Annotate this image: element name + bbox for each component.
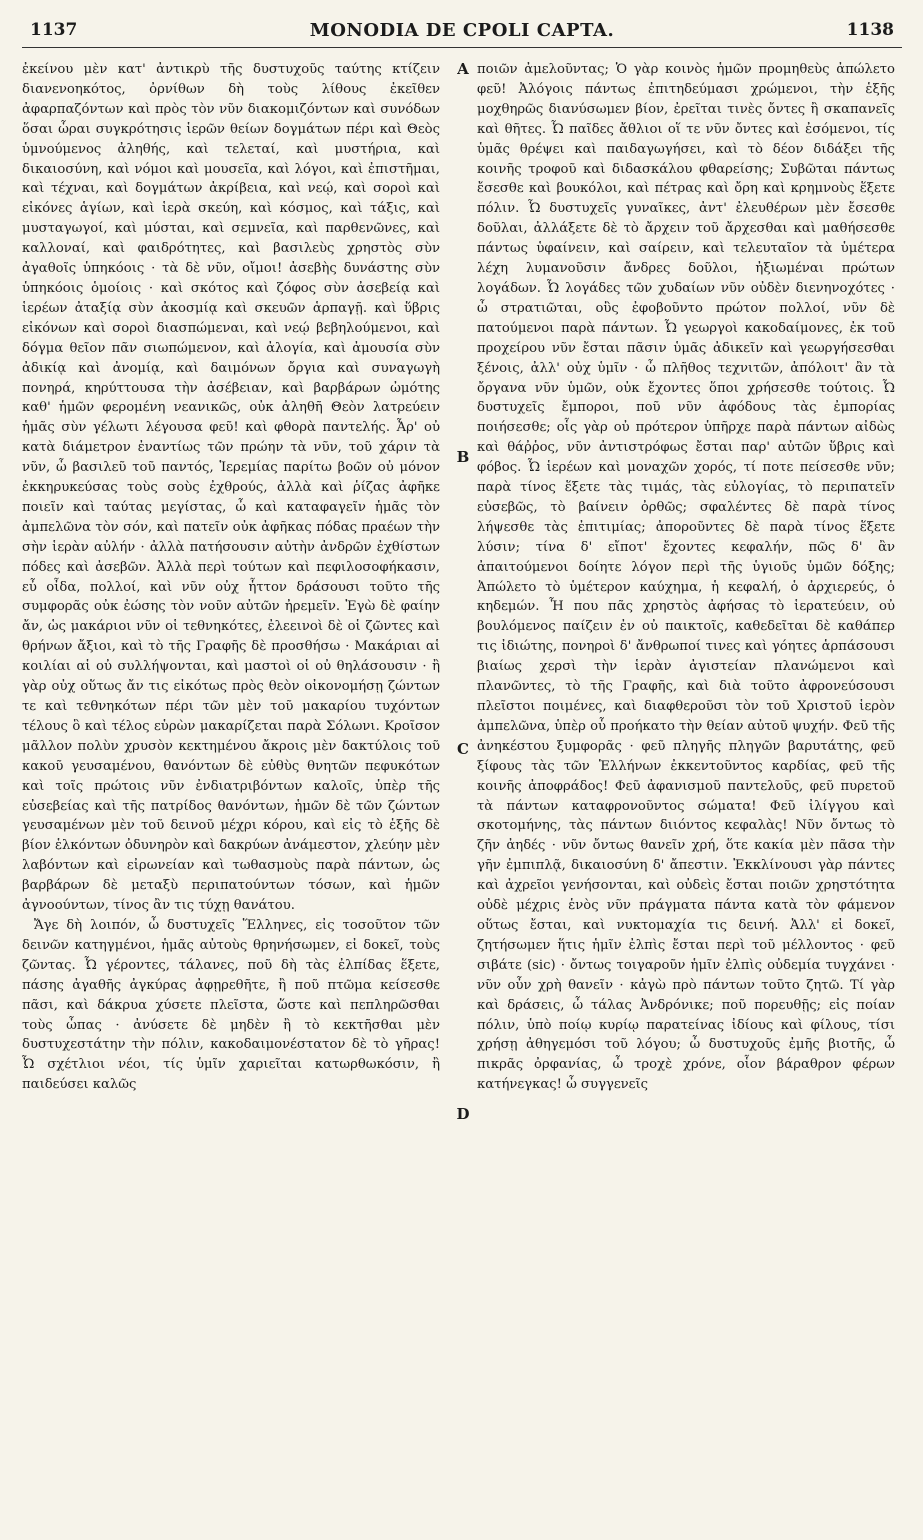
section-marker-a: A — [457, 60, 469, 78]
section-marker-b: B — [456, 448, 470, 466]
paragraph: Ἄγε δὴ λοιπόν, ὦ δυστυχεῖς Ἕλληνες, εἰς τοσοῦτον τῶν δεινῶν κατηγμένοι, ἡμᾶς αὐτοὺς θρηνήσωμεν, εἰ δοκεῖ, τοὺς ζῶντας. Ὦ γέροντες, τάλανες, ποῦ δὴ τὰς ἐλπίδας ἕξετε, πάσης ἀγαθῆς ἀγκύρας ἀφῃρεθῆτε, ἢ ποῦ πτῶμα κείσεσθε πᾶσι, καὶ δάκρυα χύσετε πλεῖστα, ὥστε καὶ πεπληρῶσθαι τοὺς ὦπας · ἀνύσετε δὲ μηδὲν ἢ τὸ κεκτῆσθαι μὲν δυστυχεστάτην τὴν πόλιν, κακοδαιμονέστατον δὲ τὸ γῆρας! Ὦ σχέτλιοι νέοι, τίς ὑμῖν χαριεῖται κατωρθωκόσιν, ἢ παιδεύσει καλῶς — [22, 917, 440, 1093]
left-column — [22, 60, 440, 1095]
two-column-text — [22, 60, 902, 1525]
paragraph: ποιῶν ἀμελοῦντας; Ὁ γὰρ κοινὸς ἡμῶν προμηθεὺς ἀπώλετο φεῦ! Ἀλόγοις πάντως ἐπιτηδεύμασι χρώμενοι, τὴν ἑξῆς μοχθηρῶς διανύσωμεν βίον, ἐρεῖται τινὲς ὄντες ἢ σκαπανεῖς καὶ θῆτες. Ὦ παῖδες ἄθλιοι οἵ τε νῦν ὄντες καὶ ἐσόμενοι, τίς ὑμᾶς θρέψει καὶ παιδαγωγήσει, καὶ τὸ δέον διδάξει τῆς κοινῆς τροφοῦ καὶ διδασκάλου φθαρείσης; Συβῶται πάντως ἔσεσθε καὶ βουκόλοι, καὶ πέτρας καὶ ὄρη καὶ κρημνοὺς ἕξετε πόλιν. Ὦ δυστυχεῖς γυναῖκες, ἀντ' ἐλευθέρων μὲν ἔσεσθε δοῦλαι, ἀλλάξετε δὲ τὸ ἄρχειν τοῦ ἄρχεσθαι καὶ μαθήσεσθε πάντως ὑφαίνειν, καὶ σαίρειν, καὶ τελευταῖον τὰ ὑμέτερα λέχη λυμανοῦσιν ἄνδρες δοῦλοι, ἠξιωμέναι πρώτων λογάδων. Ὦ λογάδες τῶν χυδαίων νῦν οὐδὲν διενηνοχότες · ὦ στρατιῶται, οὓς ἐφοβοῦντο πρώτον πολλοί, νῦν δὲ πατούμενοι παρὰ πάντων. Ὦ γεωργοὶ κακοδαίμονες, ἐκ τοῦ προχείρου νῦν ἔσται πᾶσιν ὑμᾶς ἀδικεῖν καὶ γεωργήσεσθαι ξένοις, ἀλλ' οὐχ ὑμῖν · ὦ πλῆθος τεχνιτῶν, ἀπόλοιτ' ἂν τὰ ὄργανα νῦν ὑμῶν, οὐκ ἔχοντες ὅποι χρήσεσθε τούτοις. Ὦ δυστυχεῖς ἔμποροι, ποῦ νῦν ἀφόδους τὰς ἐμπορίας ποιήσεσθε; οἷς γὰρ οὐ πρότερον ὑπῆρχε παρὰ πάντων αἰδὼς καὶ θάῤῥος, νῦν ἀντιστρόφως ἔσται παρ' αὐτῶν ὕβρις καὶ φόβος. Ὦ ἱερέων καὶ μοναχῶν χορός, τί ποτε πείσεσθε νῦν; παρὰ τίνος ἕξετε τὰς τιμάς, τὰς εὐλογίας, τὸ περιπατεῖν εὐσεβῶς, τὸ βαίνειν ὀρθῶς; σφαλέντες δὲ παρὰ τίνος λήψεσθε τὰς ἐπιτιμίας; ἀποροῦντες δὲ παρὰ τίνος ἕξετε λύσιν; τίνα δ' εἴποτ' ἔχοντες κεφαλήν, πῶς δ' ἂν ἀπαιτούμενοι δοίητε λόγον περὶ τῆς ὑγιοῦς ὑμῶν δόξης; Ἀπώλετο τὸ ὑμέτερον καύχημα, ἡ κεφαλή, ὁ ἀρχιερεύς, ὁ κηδεμών. Ἦ που πᾶς χρηστὸς ἀφήσας τὸ ἱερατεύειν, οὐ βουλόμενος παίζειν ἐν οὐ παικτοῖς, καθεδεῖται δὲ καθάπερ τις ἰδιώτης, πονηροὶ δ' ἄνθρωποί τινες καὶ γόητες ἁρπάσουσι βιαίως χερσὶ τὴν ἱερὰν ἀγιστείαν πλανώμενοι καὶ πλανῶντες, τὸ τῆς Γραφῆς, καὶ διὰ τοῦτο ἀφρονεύσουσι πλεῖστοι ποιμένες, καὶ διαφθεροῦσι τὸν τοῦ Χριστοῦ ἱερὸν ἀμπελῶνα, ὑπὲρ οὗ προήκατο τὴν θείαν αὐτοῦ ψυχήν. Φεῦ τῆς ἀνηκέστου ξυμφορᾶς · φεῦ πληγῆς πληγῶν βαρυτάτης, φεῦ ξίφους τὰς τῶν Ἑλλήνων ἐκκεντοῦντος καρδίας, φεῦ τῆς κοινῆς ἀποφράδος! Φεῦ ἀφανισμοῦ παντελοῦς, φεῦ πυρετοῦ τὰ πάντων καταφρονοῦντος σώματα! Φεῦ ἰλίγγου καὶ σκοτομήνης, τὰς πάντων διιόντος κεφαλὰς! Νῦν ὄντως τὸ ζῆν ἀηδές · νῦν ὄντως θανεῖν χρή, ὅτε κακία μὲν πᾶσα τὴν γῆν ἐμπιπλᾷ, δικαιοσύνη δ' ἄπεστιν. Ἐκκλίνουσι γὰρ πάντες καὶ ἀχρεῖοι γενήσονται, καὶ οὐδεὶς ἔσται ποιῶν χρηστότητα οὐδὲ μέχρις ἑνὸς νῦν πράγματα πάντα κατὰ τὸν φάμενον οὕτως ἔσται, καὶ νυκτομαχία τις δεινή. Ἀλλ' εἰ δοκεῖ, ζητήσωμεν ἥτις ἡμῖν ἐλπὶς ἔσται περὶ τοῦ μέλλοντος · φεῦ σιβάτε (sic) · ὄντως τοιγαροῦν ἡμῖν ἐλπὶς οὐδεμία τυγχάνει · νῦν οὖν χρὴ θανεῖν · κἀγὼ πρὸ πάντων τοῦτο ζητῶ. Τί γὰρ καὶ δράσεις, ὦ τάλας Ἀνδρόνικε; ποῦ πορευθῇς; εἰς ποίαν πόλιν, ὑπὸ ποίῳ κυρίῳ παρατείνας ἰδίους καὶ φίλους, τίσι χρήσῃ ἀθηγεμόσι τοῦ λόγου; ὦ δυστυχοῦς ἐμῆς βιοτῆς, ὦ πικρᾶς ὀρφανίας, ὦ τροχὲ χρόνε, οἷον βάραθρον φέρων κατήνεγκας! ὦ συγγενεῖς — [477, 62, 895, 1093]
section-marker-c: C — [457, 740, 469, 758]
right-column — [477, 60, 895, 1095]
paragraph: ἐκείνου μὲν κατ' ἀντικρὺ τῆς δυστυχοῦς ταύτης κτίζειν διανενοηκότος, ὀρνίθων δὴ τοὺς λίθους ἐκεῖθεν ἀφαρπαζόντων καὶ πρὸς τὸν νῦν διακομιζόντων καὶ συνόδων ὅσαι ὧραι συγκρότησις ἱερῶν θείων δογμάτων πέρι καὶ Θεὸς ὑμνούμενος ἀληθής, καὶ τελεταί, καὶ μυστήρια, καὶ δικαιοσύνη, καὶ νόμοι καὶ μουσεῖα, καὶ λόγοι, καὶ ἐπιστῆμαι, καὶ τέχναι, καὶ δογμάτων ἀκρίβεια, καὶ νεῴ, καὶ σοροὶ καὶ εἰκόνες ἁγίων, καὶ ἱερὰ σκεύη, καὶ κόσμος, καὶ τάξις, καὶ μυσταγωγοί, καὶ μύσται, καὶ σεμνεῖα, καὶ παρθενῶνες, καὶ καλλοναί, καὶ φαιδρότητες, καὶ βασιλεὺς χρηστὸς σὺν ἀγαθοῖς ὑπηκόοις · τὰ δὲ νῦν, οἴμοι! ἀσεβὴς δυνάστης σὺν ὑπηκόοις ὁμοίοις · καὶ σκότος καὶ ζόφος σὺν ἀσεβείᾳ καὶ ἱερέων ἀταξίᾳ σὺν ἀκοσμίᾳ καὶ σκευῶν ἁρπαγῇ. καὶ ὕβρις εἰκόνων καὶ σοροὶ διασπώμεναι, καὶ νεῴ βεβηλούμενοι, καὶ δόγμα θεῖον πᾶν σιωπώμενον, καὶ ἀλογία, καὶ ἀμουσία σὺν ἀδικίᾳ καὶ ἀνομίᾳ, καὶ δαιμόνων ὄργια καὶ συναγωγὴ πονηρά, κηρύττουσα τὴν ἀσέβειαν, καὶ βαρβάρων ὠμότης καθ' ἡμῶν φερομένη νεανικῶς, οὐκ ἀληθῆ Θεὸν λατρεύειν ἡμᾶς σὺν γέλωτι λέγουσα φεῦ! καὶ φθορὰ παντελής. Ἆρ' οὐ κατὰ διάμετρον ἐναντίως τῶν πρώην τὰ νῦν, τοῦ χάριν τὰ νῦν, ὦ βασιλεῦ τοῦ παντός, Ἱερεμίας παρίτω βοῶν οὐ μόνον ἐκκηρυκεύσας τοὺς σοὺς ἐχθρούς, ἀλλὰ καὶ ῥίζας ἀφῆκε ποιεῖν καὶ ταύτας μεγίστας, ὦ καὶ καταφαγεῖν ἡμᾶς τὸν ἀμπελῶνα τὸν σόν, καὶ πατεῖν οὐκ ἀφῆκας πόδας πραέων τὴν σὴν ἱερὰν αὐλήν · ἀλλὰ πατήσουσιν αὐτὴν ἀνδρῶν ἐχθίστων πόδες καὶ ἀσεβῶν. Ἀλλὰ περὶ τούτων καὶ πεφιλοσοφήκασιν, εὖ οἶδα, πολλοί, καὶ νῦν οὐχ ἧττον δράσουσι τοῦτο τῆς συμφορᾶς οὐκ ἐώσης τὸν νοῦν αὐτῶν ἠρεμεῖν. Ἐγὼ δὲ φαίην ἄν, ὡς μακάριοι νῦν οἱ τεθνηκότες, ἐλεεινοὶ δὲ οἱ ζῶντες καὶ θρήνων ἄξιοι, καὶ τὸ τῆς Γραφῆς δὲ προσθήσω · Μακάριαι αἱ κοιλίαι αἱ οὐ συλλήψονται, καὶ μαστοὶ οἱ οὐ θηλάσουσιν · ἢ γὰρ οὐχ οὕτως ἄν τις εἰκότως πρὸς θεὸν οἰκονομήσῃ ζώντων τε καὶ τεθνηκότων πέρι τῶν μὲν τοῦ μακαρίου τυχόντων τέλους ὃ καὶ τέλος εὑρὼν μακαρίζεται παρὰ Σόλωνι. Κροῖσον μᾶλλον πολὺν χρυσὸν κεκτημένου ἄκροις μὲν δακτύλοις τοῦ κακοῦ γευσαμένου, θανόντων δὲ εὐθὺς θνητῶν πεφυκότων καὶ τοῖς πρώτοις νῦν ἐνδιατριβόντων καλοῖς, ὑπὲρ τῆς εὐσεβείας καὶ τῆς πατρίδος θανόντων, ἡμῶν δὲ τῶν ζώντων γευσαμένων μὲν τοῦ δεινοῦ μέχρι κόρου, καὶ εἰς τὸ ἑξῆς δὲ βίον ἑλκόντων ὀδυνηρὸν καὶ δακρύων ἀνάμεστον, χλεύην μὲν λαβόντων καὶ εἰρωνείαν καὶ τωθασμοὺς παρὰ πάντων, ὡς βαρβάρων δὲ μεταξὺ περιπατούντων τόσων, καὶ ἡμῶν ἀγνοούντων, τίνος ἂν τις τύχῃ θανάτου. — [22, 62, 440, 914]
page-number-left: 1137 — [30, 20, 78, 40]
page-header — [22, 20, 902, 50]
header-rule — [22, 47, 902, 48]
page-number-right: 1138 — [846, 20, 894, 40]
section-marker-d: D — [456, 1105, 470, 1123]
book-page — [22, 20, 902, 1525]
running-head: MONODIA DE CPOLI CAPTA. — [309, 20, 615, 41]
